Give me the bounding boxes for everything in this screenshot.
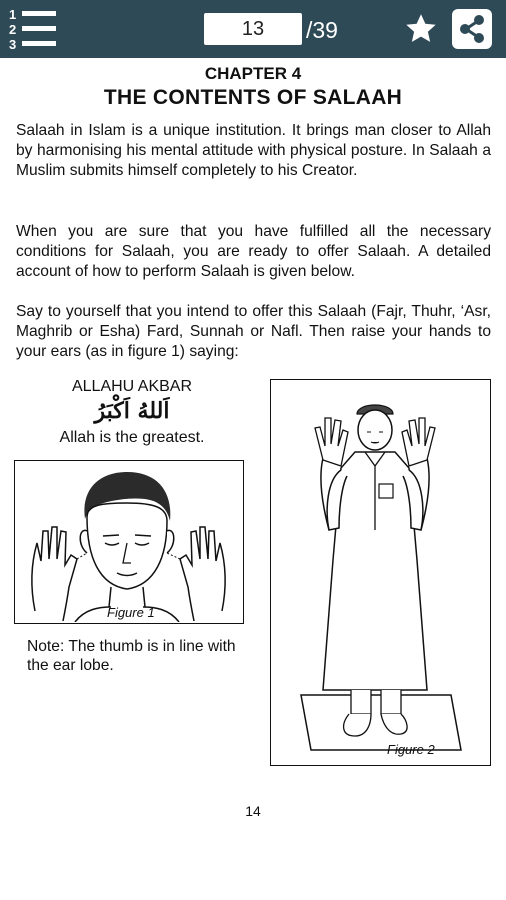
share-icon[interactable]: [452, 9, 492, 49]
paragraph-intention: Say to yourself that you intend to offer this Salaah (Fajr, Thuhr, ‘Asr, Maghrib or Esha) Fard, Sunnah or Nafl. Then raise your hands to your ears (as in figure 1) saying:: [16, 303, 491, 361]
takbir-arabic: اَللهُ اَكْبَرُ: [94, 398, 170, 424]
note-text: Note: The thumb is in line with the ear lobe.: [27, 638, 236, 674]
figure-1-illustration: [15, 461, 242, 622]
figure-2-caption: Figure 2: [387, 742, 435, 757]
top-toolbar: [0, 0, 506, 58]
svg-text:2: 2: [9, 22, 17, 37]
page-number-input[interactable]: 13: [204, 13, 302, 45]
paragraph-conditions: When you are sure that you have fulfilled all the necessary conditions for Salaah, you are ready to offer Salaah. A detailed account of how to perform Salaah is given below.: [16, 223, 491, 281]
total-pages-label: /39: [306, 17, 338, 43]
page-title: THE CONTENTS OF SALAAH: [103, 86, 403, 109]
svg-text:1: 1: [9, 7, 17, 22]
takbir-text: ALLAHU AKBAR: [71, 378, 193, 395]
figure-2-illustration: [271, 380, 489, 764]
svg-text:3: 3: [9, 37, 17, 52]
figure-1-caption: Figure 1: [107, 605, 155, 620]
star-icon[interactable]: [403, 11, 439, 47]
paragraph-intro: Salaah in Islam is a unique institution. It brings man closer to Allah by harmonising his mental attitude with physical posture. In Salaah a Muslim submits himself completely to his Creator.: [16, 122, 491, 180]
takbir-meaning: Allah is the greatest.: [59, 429, 205, 446]
chapter-heading: CHAPTER 4: [204, 64, 302, 83]
page-number: 14: [245, 803, 261, 819]
numbered-list-icon[interactable]: [6, 6, 60, 52]
figure-1: [14, 460, 244, 624]
figure-2: [270, 379, 491, 766]
